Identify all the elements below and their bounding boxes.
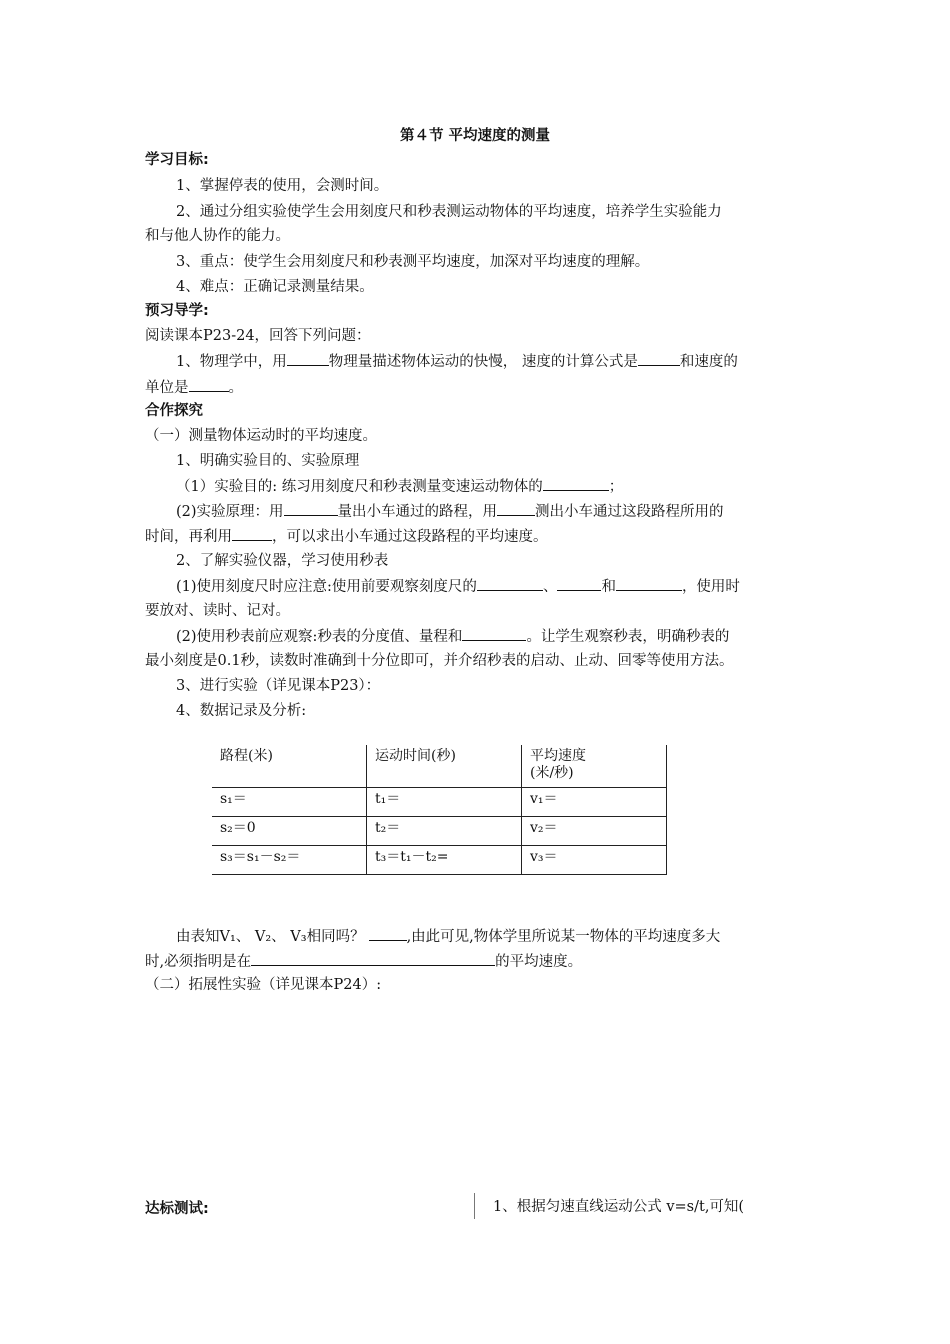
header-speed-unit: (米/秒) — [530, 765, 574, 781]
answer-blank — [251, 951, 495, 966]
table-cell: v₁＝ — [522, 788, 667, 817]
goal-item-1: 1、掌握停表的使用，会测时间。 — [176, 178, 389, 194]
table-header-row — [212, 745, 667, 788]
table-cell: t₁＝ — [367, 788, 522, 817]
purpose-text: （1）实验目的: 练习用刻度尺和秒表测量变速运动物体的 — [176, 479, 543, 495]
header-speed — [522, 745, 667, 788]
experiment-purpose — [176, 476, 623, 497]
answer-blank — [638, 351, 680, 366]
ruler-text-c: 和 — [601, 579, 616, 595]
ruler-text-a: (1)使用刻度尺时应注意:使用前要观察刻度尺的 — [176, 579, 477, 595]
step-2: 2、了解实验仪器，学习使用秒表 — [176, 553, 389, 569]
header-speed-label: 平均速度 — [530, 748, 586, 764]
table-cell: v₂＝ — [522, 817, 667, 846]
principle-text-e: ，可以求出小车通过这段路程的平均速度。 — [272, 529, 548, 545]
data-record-table — [212, 745, 667, 875]
q1-text-b: 物理量描述物体运动的快慢， 速度的计算公式是 — [328, 354, 638, 370]
answer-blank — [543, 476, 609, 491]
conclusion-line-1 — [176, 926, 720, 947]
header-distance: 路程(米) — [212, 745, 367, 788]
answer-blank — [557, 576, 601, 591]
answer-blank — [616, 576, 682, 591]
table-cell: s₁＝ — [212, 788, 367, 817]
explore-part-2: （二）拓展性实验（详见课本P24）: — [145, 977, 382, 993]
preview-question-1-cont — [145, 377, 243, 398]
table-row — [212, 817, 667, 846]
step-3: 3、进行实验（详见课本P23）： — [176, 678, 381, 694]
answer-blank — [462, 626, 526, 641]
goals-heading: 学习目标: — [145, 152, 209, 168]
q1-text-a: 1、物理学中，用 — [176, 354, 287, 370]
goal-item-2-cont: 和与他人协作的能力。 — [145, 228, 290, 244]
answer-blank — [284, 501, 338, 516]
table-cell: s₃＝s₁－s₂＝ — [212, 846, 367, 875]
watch-note — [176, 626, 729, 647]
answer-blank — [497, 501, 535, 516]
goal-item-4: 4、难点：正确记录测量结果。 — [176, 279, 374, 295]
explore-part-1: （一）测量物体运动时的平均速度。 — [145, 428, 377, 444]
table-row — [212, 846, 667, 875]
header-time: 运动时间(秒) — [367, 745, 522, 788]
watch-note-cont: 最小刻度是0.1秒，读数时准确到十分位即可，并介绍秒表的启动、止动、回零等使用方法。 — [145, 653, 734, 669]
ruler-text-d: ，使用时 — [681, 579, 740, 595]
preview-heading: 预习导学: — [145, 303, 209, 319]
test-heading: 达标测试: — [145, 1201, 209, 1217]
principle-text-b: 量出小车通过的路程，用 — [337, 504, 498, 520]
conclusion-text-b: ,由此可见,物体学里所说某一物体的平均速度多大 — [406, 929, 721, 945]
step-1: 1、明确实验目的、实验原理 — [176, 453, 360, 469]
page-title: 第４节 平均速度的测量 — [399, 128, 551, 144]
principle-text-a: (2)实验原理：用 — [176, 504, 284, 520]
answer-blank — [232, 526, 272, 541]
experiment-principle — [176, 501, 724, 522]
table-cell: v₃＝ — [522, 846, 667, 875]
table-cell: s₂＝0 — [212, 817, 367, 846]
table-cell: t₂＝ — [367, 817, 522, 846]
experiment-principle-cont — [145, 526, 548, 547]
watch-text-b: 。让学生观察秒表，明确秒表的 — [526, 629, 730, 645]
ruler-text-b: 、 — [542, 579, 558, 595]
answer-blank — [369, 926, 407, 941]
q1-text-d: 单位是 — [145, 380, 189, 396]
answer-blank — [189, 377, 229, 392]
goal-item-2: 2、通过分组实验使学生会用刻度尺和秒表测运动物体的平均速度，培养学生实验能力 — [176, 204, 722, 220]
preview-question-1 — [176, 351, 738, 372]
step-4: 4、数据记录及分析: — [176, 703, 307, 719]
preview-intro: 阅读课本P23-24，回答下列问题： — [145, 328, 371, 344]
conclusion-text-a: 由表知V₁、 V₂、 V₃相同吗？ — [176, 929, 365, 945]
explore-heading: 合作探究 — [145, 403, 203, 419]
conclusion-text-c: 时,必须指明是在 — [145, 954, 252, 970]
q1-text-c: 和速度的 — [679, 354, 738, 370]
table-row — [212, 788, 667, 817]
q1-text-e: 。 — [228, 380, 243, 396]
conclusion-text-d: 的平均速度。 — [495, 954, 583, 970]
ruler-note-cont: 要放对、读时、记对。 — [145, 603, 290, 619]
principle-text-d: 时间，再利用 — [145, 529, 232, 545]
table-cell: t₃＝t₁－t₂= — [367, 846, 522, 875]
answer-blank — [287, 351, 329, 366]
purpose-end: ； — [608, 479, 624, 495]
column-divider — [474, 1193, 475, 1219]
goal-item-3: 3、重点：使学生会用刻度尺和秒表测平均速度，加深对平均速度的理解。 — [176, 254, 650, 270]
principle-text-c: 测出小车通过这段路程所用的 — [535, 504, 724, 520]
answer-blank — [477, 576, 543, 591]
watch-text-a: (2)使用秒表前应观察:秒表的分度值、量程和 — [176, 629, 463, 645]
ruler-note — [176, 576, 740, 597]
test-question-1: 1、根据匀速直线运动公式 v=s/t,可知( — [493, 1199, 745, 1215]
conclusion-line-2 — [145, 951, 582, 972]
